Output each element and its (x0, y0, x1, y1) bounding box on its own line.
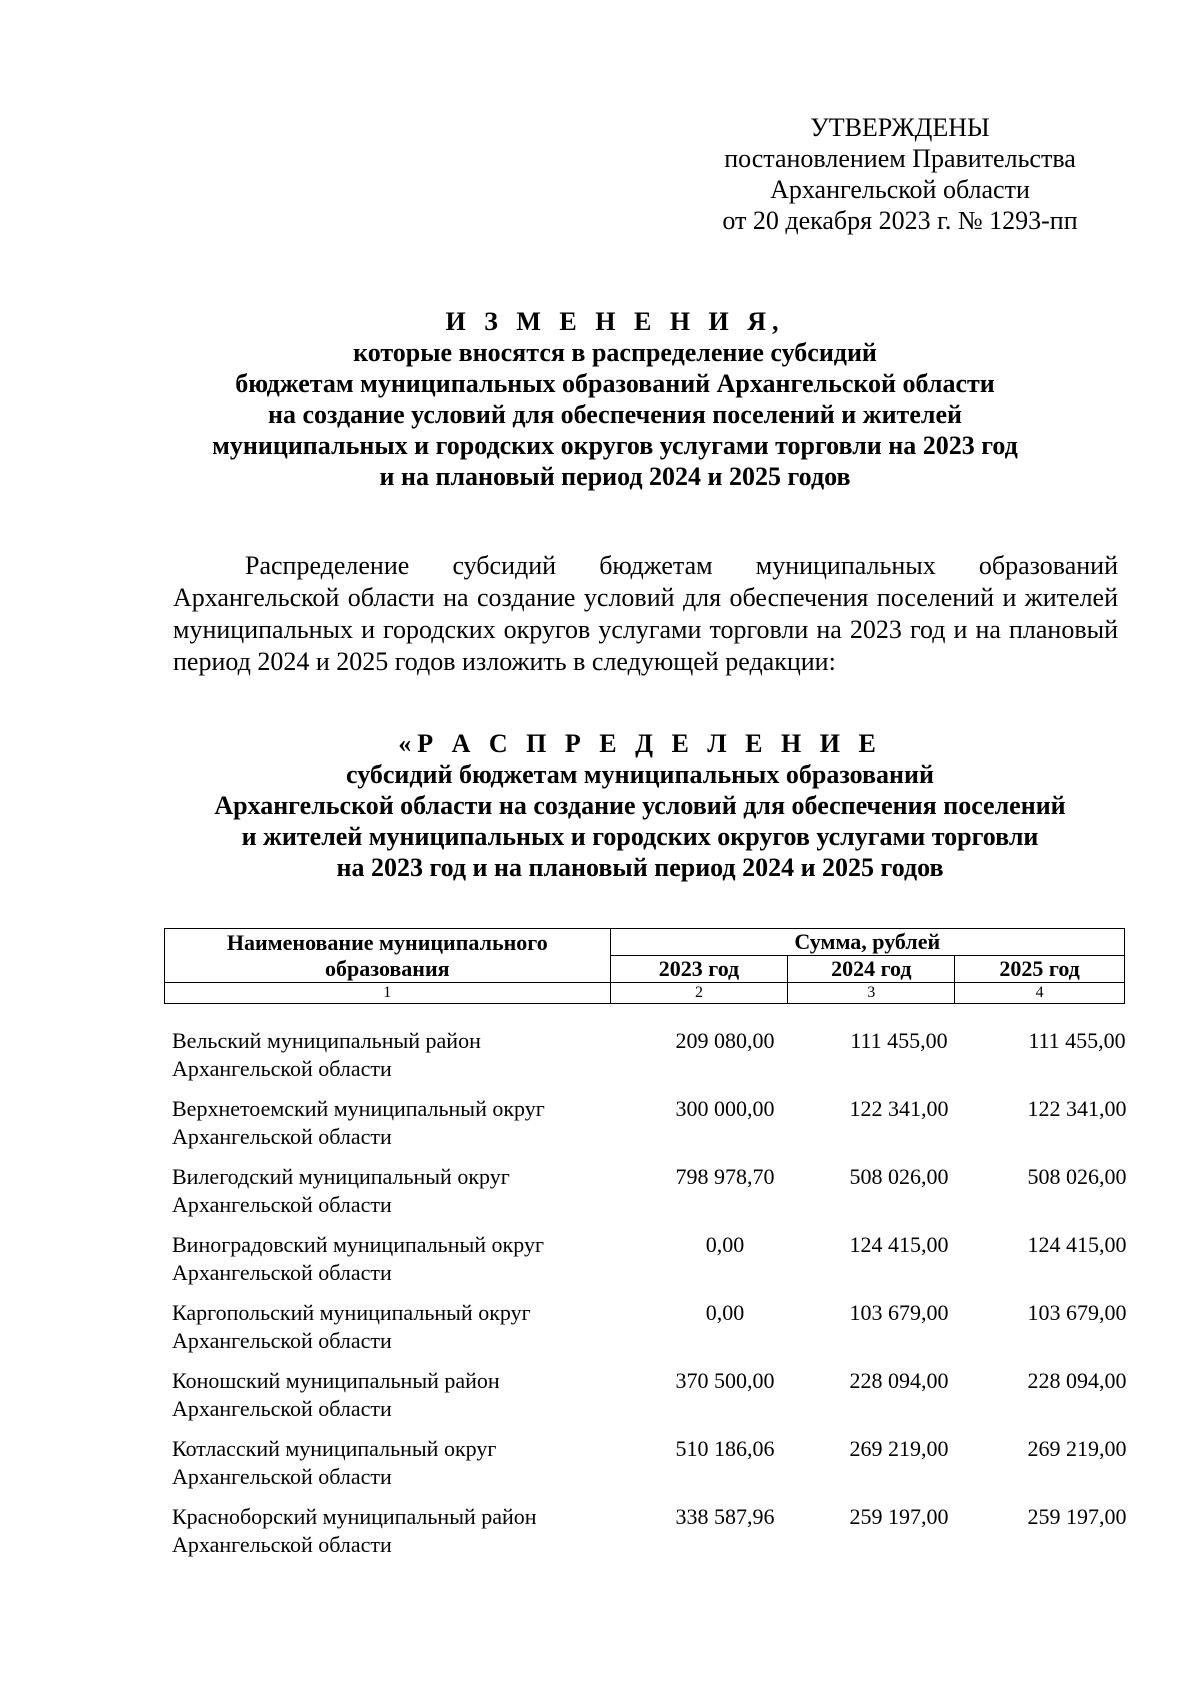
amount-2023: 300 000,00 (675, 1096, 775, 1121)
title-line: муниципальных и городских округов услугами торговли на 2023 год (212, 431, 1018, 460)
column-header-sum: Сумма, рублей (610, 929, 1124, 956)
distribution-title-line: на 2023 год и на плановый период 2024 и 2025 годов (336, 853, 944, 882)
approval-line: постановлением Правительства (724, 144, 1076, 173)
table-row (172, 1231, 1132, 1299)
amount-2024: 508 026,00 (849, 1164, 949, 1189)
municipality-name: Верхнетоемский муниципальный округ Архангельской области (172, 1096, 545, 1149)
approval-line: от 20 декабря 2023 г. № 1293-пп (722, 206, 1078, 235)
document-title (150, 306, 1080, 492)
title-heading: И З М Е Н Е Н И Я, (445, 307, 785, 336)
distribution-heading: «Р А С П Р Е Д Е Л Е Н И Е (398, 729, 882, 758)
table-row (172, 1095, 1132, 1163)
amount-2023: 510 186,06 (675, 1436, 775, 1461)
column-number: 2 (610, 983, 788, 1004)
amount-2024: 103 679,00 (849, 1300, 949, 1325)
amount-2024: 122 341,00 (849, 1096, 949, 1121)
table-row (172, 1027, 1132, 1095)
amount-2023: 0,00 (705, 1232, 745, 1257)
municipality-name: Виноградовский муниципальный округ Архангельской области (172, 1232, 544, 1285)
amount-2025: 228 094,00 (1027, 1368, 1127, 1393)
column-number: 4 (955, 983, 1125, 1004)
amount-2023: 798 978,70 (675, 1164, 775, 1189)
amount-2023: 338 587,96 (675, 1504, 775, 1529)
municipality-name: Красноборский муниципальный район Архангельской области (172, 1504, 537, 1557)
title-line: которые вносятся в распределение субсидий (353, 338, 877, 367)
column-header-name: Наименование муниципального образования (165, 929, 611, 983)
title-line: бюджетам муниципальных образований Архангельской области (235, 369, 995, 398)
municipality-name: Вельский муниципальный район Архангельской области (172, 1028, 481, 1081)
approval-line: УТВЕРЖДЕНЫ (810, 113, 990, 142)
municipality-name: Коношский муниципальный район Архангельской области (172, 1368, 500, 1421)
column-header-year: 2023 год (610, 956, 788, 983)
table-body (172, 1027, 1132, 1571)
distribution-title-line: Архангельской области на создание условий для обеспечения поселений (214, 791, 1066, 820)
amount-2025: 122 341,00 (1027, 1096, 1127, 1121)
title-line: на создание условий для обеспечения поселений и жителей (268, 400, 962, 429)
table-row (172, 1367, 1132, 1435)
amount-2025: 508 026,00 (1027, 1164, 1127, 1189)
title-line: и на плановый период 2024 и 2025 годов (379, 462, 851, 491)
amount-2025: 103 679,00 (1027, 1300, 1127, 1325)
amount-2024: 228 094,00 (849, 1368, 949, 1393)
municipality-name: Котласский муниципальный округ Архангельской области (172, 1436, 497, 1489)
amount-2023: 370 500,00 (675, 1368, 775, 1393)
table-header (164, 928, 1125, 1004)
table-row (172, 1503, 1132, 1571)
amount-2025: 111 455,00 (1028, 1028, 1126, 1053)
amount-2024: 269 219,00 (849, 1436, 949, 1461)
column-header-year: 2025 год (955, 956, 1125, 983)
distribution-title-line: субсидий бюджетам муниципальных образований (346, 760, 934, 789)
table-row (172, 1435, 1132, 1503)
amount-2023: 209 080,00 (675, 1028, 775, 1053)
approval-line: Архангельской области (770, 175, 1030, 204)
table-row (172, 1163, 1132, 1231)
municipality-name: Вилегодский муниципальный округ Архангельской области (172, 1164, 510, 1217)
amount-2025: 269 219,00 (1027, 1436, 1127, 1461)
table-row (172, 1299, 1132, 1367)
amount-2025: 259 197,00 (1027, 1504, 1127, 1529)
amount-2025: 124 415,00 (1027, 1232, 1127, 1257)
municipality-name: Каргопольский муниципальный округ Архангельской области (172, 1300, 531, 1353)
distribution-title-line: и жителей муниципальных и городских округов услугами торговли (241, 822, 1039, 851)
amount-2024: 124 415,00 (849, 1232, 949, 1257)
amount-2024: 111 455,00 (850, 1028, 948, 1053)
column-number: 3 (788, 983, 955, 1004)
approval-stamp (700, 112, 1100, 236)
body-paragraph: Распределение субсидий бюджетам муниципальных образований Архангельской области на создание условий для обеспечения поселений и жителей муниципальных и городских округов услугами торговли на 2023 год и на плановый период 2024 и 2025 годов изложить в следующей редакции: (173, 551, 1118, 676)
distribution-title (150, 728, 1130, 883)
amount-2023: 0,00 (705, 1300, 745, 1325)
column-header-year: 2024 год (788, 956, 955, 983)
amount-2024: 259 197,00 (849, 1504, 949, 1529)
column-number: 1 (165, 983, 611, 1004)
